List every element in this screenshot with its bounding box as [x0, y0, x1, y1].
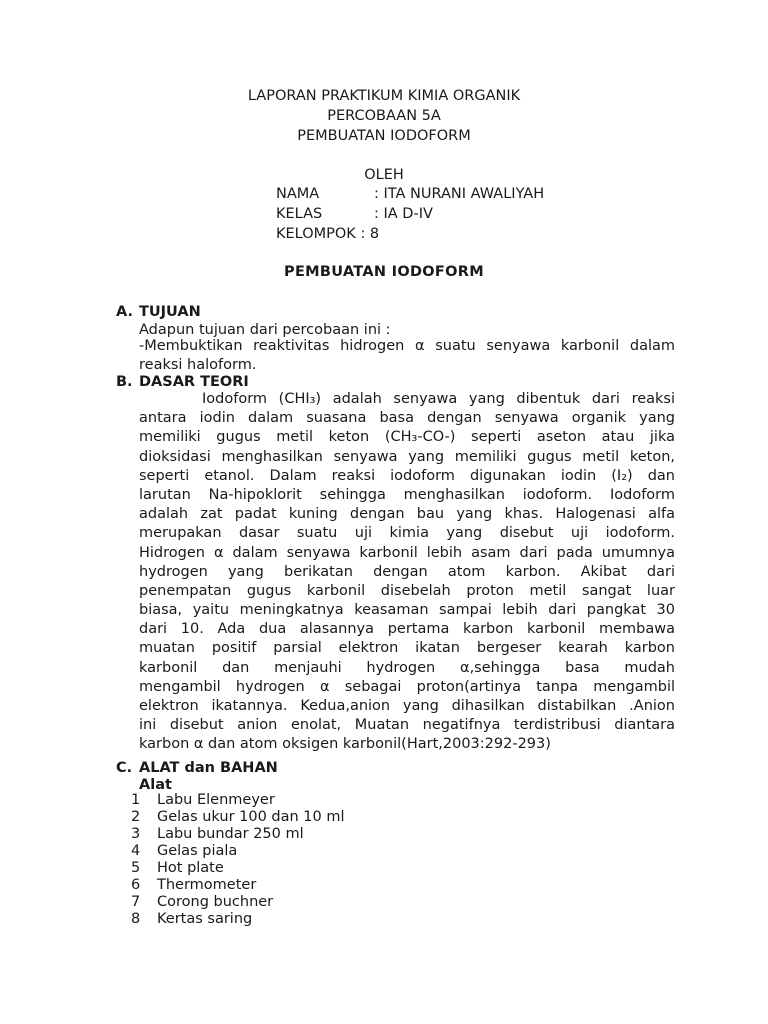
- kelompok-label: KELOMPOK: [276, 226, 356, 242]
- nama-value: : ITA NURANI AWALIYAH: [374, 186, 545, 202]
- list-item: [131, 843, 345, 860]
- report-title-line-2: PERCOBAAN 5A: [327, 108, 441, 124]
- list-item-number: 2: [131, 809, 141, 825]
- list-item-number: 5: [131, 860, 141, 876]
- list-item-number: 4: [131, 843, 141, 859]
- list-item-text: Corong buchner: [157, 894, 274, 910]
- text-line: muatan positif parsial elektron ikatan bergeser kearah karbon: [139, 640, 675, 657]
- section-c-title: ALAT dan BAHAN: [139, 760, 278, 776]
- list-item-number: 6: [131, 877, 141, 893]
- text-line: Hidrogen α dalam senyawa karbonil lebih asam dari pada umumnya: [139, 544, 675, 561]
- section-a-title: TUJUAN: [139, 304, 201, 320]
- section-b-heading: [116, 372, 249, 392]
- section-c-letter: C.: [116, 760, 133, 776]
- list-item: [131, 860, 345, 877]
- text-line: ini disebut anion enolat, Muatan negatifnya terdistribusi diantara: [139, 717, 675, 734]
- kelas-value: : IA D-IV: [374, 206, 433, 222]
- text-line: seperti etanol. Dalam reaksi iodoform digunakan iodin (I₂) dan: [139, 467, 675, 484]
- text-line: karbonil dan menjauhi hydrogen α,sehingga basa mudah: [139, 659, 675, 676]
- section-a-letter: A.: [116, 304, 133, 320]
- list-item-text: Thermometer: [157, 877, 257, 893]
- text-line: biasa, yaitu meningkatnya keasaman sampai lebih dari pangkat 30: [139, 602, 675, 619]
- text-line: mengambil hydrogen α sebagai proton(artinya tanpa mengambil: [139, 678, 675, 695]
- section-b-title: DASAR TEORI: [139, 374, 249, 390]
- kelompok-value: : 8: [360, 226, 380, 242]
- alat-subheading: Alat: [139, 777, 172, 793]
- section-a-heading: [116, 302, 201, 322]
- text-line: Iodoform (CHI₃) adalah senyawa yang dibentuk dari reaksi: [202, 391, 675, 407]
- alat-list: [131, 792, 345, 928]
- list-item: [131, 809, 345, 826]
- list-item-text: Gelas piala: [157, 843, 238, 859]
- section-a-intro: Adapun tujuan dari percobaan ini :: [139, 322, 391, 338]
- list-item-text: Gelas ukur 100 dan 10 ml: [157, 809, 345, 825]
- list-item-number: 8: [131, 911, 141, 927]
- kelas-label: KELAS: [276, 206, 323, 222]
- list-item: [131, 826, 345, 843]
- text-line: hydrogen yang berikatan dengan atom karbon. Akibat dari: [139, 563, 675, 580]
- oleh-label: [0, 165, 768, 185]
- text-line: karbon α dan atom oksigen karbonil(Hart,2003:292-293): [139, 736, 551, 753]
- info-nama: [276, 184, 544, 204]
- list-item-text: Hot plate: [157, 860, 224, 876]
- section-b-letter: B.: [116, 374, 133, 390]
- nama-label: NAMA: [276, 186, 320, 202]
- info-kelas: [276, 204, 433, 224]
- list-item-number: 1: [131, 792, 141, 808]
- text-line: elektron ikatannya. Kedua,anion yang dihasilkan distabilkan .Anion: [139, 698, 675, 714]
- list-item-number: 7: [131, 894, 141, 910]
- list-item: [131, 877, 345, 894]
- report-title-line-3: PEMBUATAN IODOFORM: [297, 128, 471, 144]
- text-line: antara iodin dalam suasana basa dengan senyawa organik yang: [139, 410, 675, 427]
- list-item-number: 3: [131, 826, 141, 842]
- list-item-text: Labu bundar 250 ml: [157, 826, 304, 842]
- list-item: [131, 911, 345, 928]
- list-item-text: Labu Elenmeyer: [157, 792, 275, 808]
- oleh-text: OLEH: [364, 167, 404, 183]
- text-line: dari 10. Ada dua alasannya pertama karbon karbonil membawa: [139, 621, 675, 638]
- list-item: [131, 792, 345, 809]
- info-kelompok: [276, 224, 379, 244]
- report-title-line-1: LAPORAN PRAKTIKUM KIMIA ORGANIK: [247, 88, 521, 104]
- list-item: [131, 894, 345, 911]
- document-heading: PEMBUATAN IODOFORM: [284, 264, 484, 280]
- text-line: reaksi haloform.: [139, 357, 257, 374]
- list-item-text: Kertas saring: [157, 911, 253, 927]
- text-line: merupakan dasar suatu uji kimia yang disebut uji iodoform.: [139, 525, 675, 542]
- text-line: adalah zat padat kuning dengan bau yang khas. Halogenasi alfa: [139, 506, 675, 523]
- text-line: penempatan gugus karbonil disebelah proton metil sangat luar: [139, 582, 675, 599]
- text-line: dioksidasi menghasilkan senyawa yang memiliki gugus metil keton,: [139, 448, 675, 465]
- section-a-body: [139, 337, 675, 375]
- text-line: -Membuktikan reaktivitas hidrogen α suatu senyawa karbonil dalam: [139, 338, 675, 354]
- section-b-body: [139, 390, 675, 755]
- text-line: memiliki gugus metil keton (CH₃-CO-) seperti aseton atau jika: [139, 429, 675, 446]
- text-line: larutan Na-hipoklorit sehingga menghasilkan iodoform. Iodoform: [139, 486, 675, 503]
